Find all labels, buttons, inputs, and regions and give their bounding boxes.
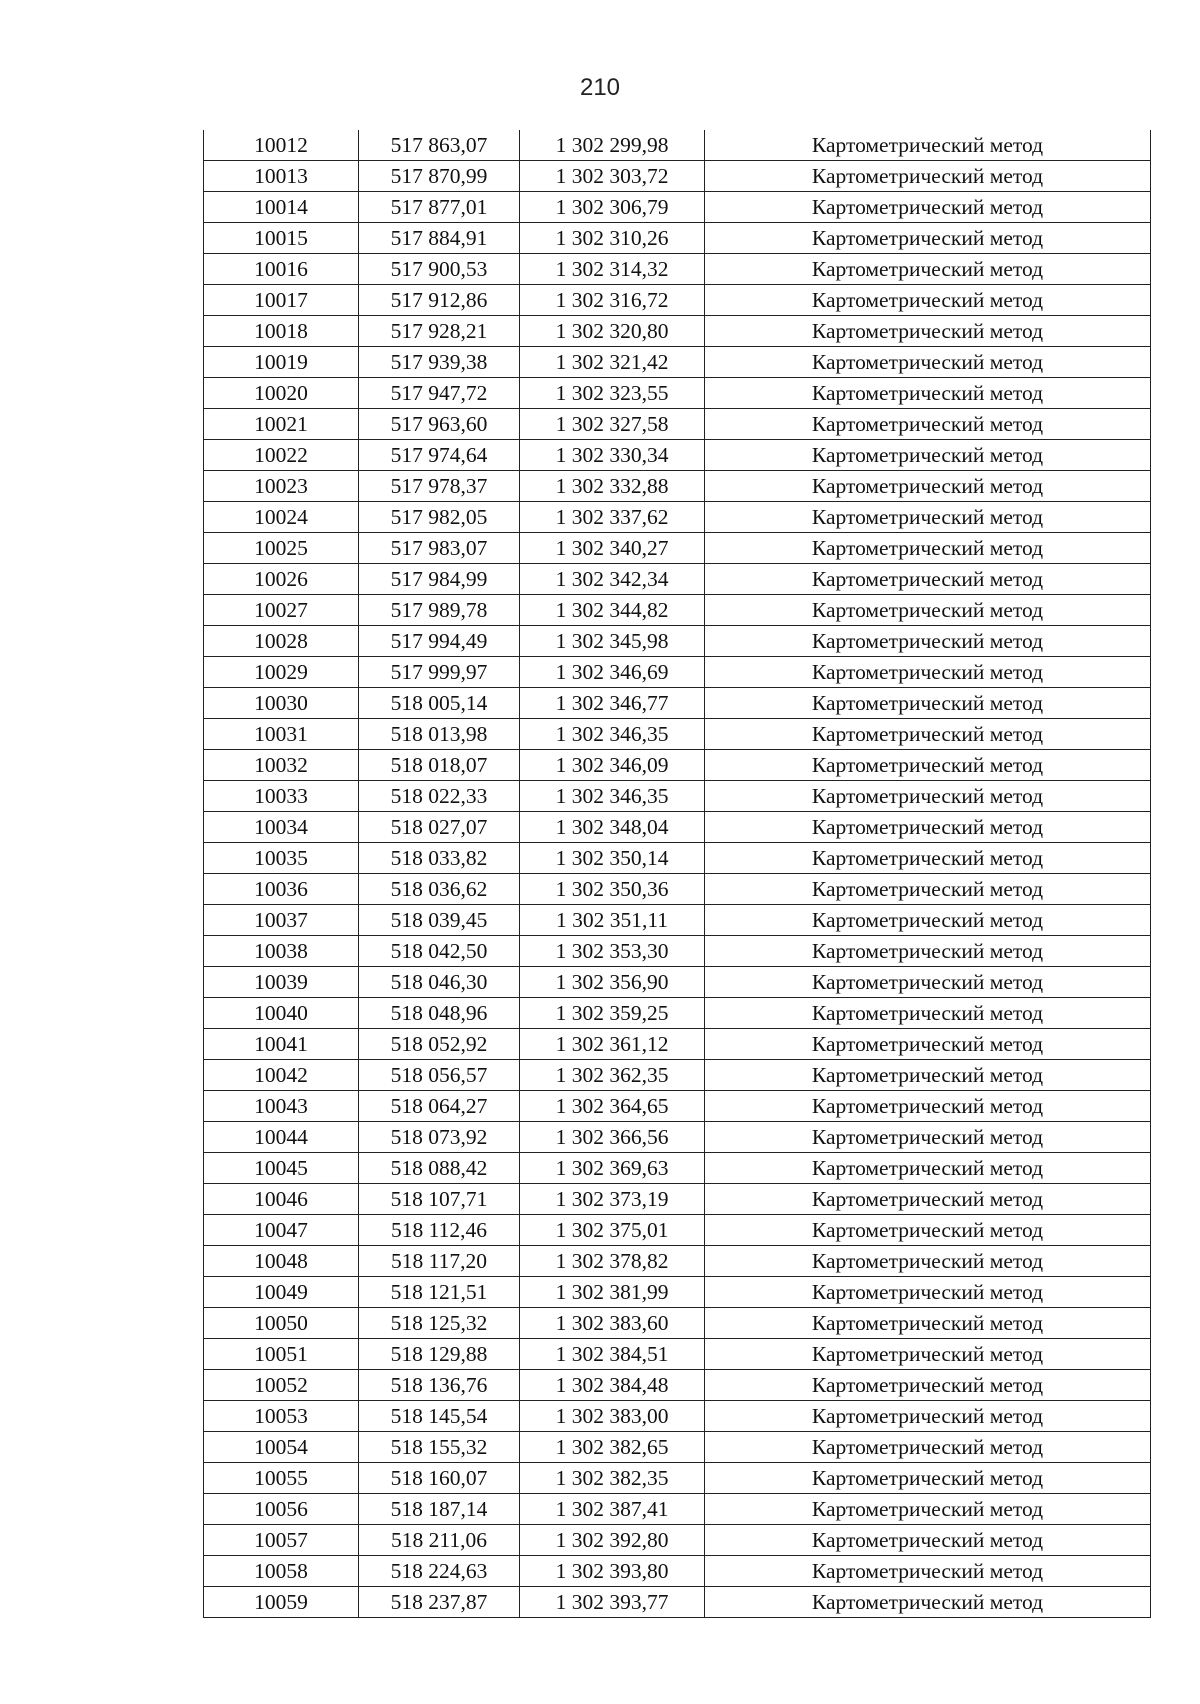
- x-coordinate-cell: 518 052,92: [359, 1029, 520, 1060]
- point-number-cell: 10018: [204, 316, 359, 347]
- table-row: [204, 254, 1151, 285]
- y-coordinate-cell: 1 302 327,58: [520, 409, 705, 440]
- method-cell: Картометрический метод: [705, 936, 1151, 967]
- y-coordinate-cell: 1 302 346,35: [520, 781, 705, 812]
- method-cell: Картометрический метод: [705, 750, 1151, 781]
- point-number-cell: 10022: [204, 440, 359, 471]
- table-row: [204, 1091, 1151, 1122]
- table-row: [204, 161, 1151, 192]
- point-number-cell: 10059: [204, 1587, 359, 1618]
- y-coordinate-cell: 1 302 344,82: [520, 595, 705, 626]
- method-cell: Картометрический метод: [705, 223, 1151, 254]
- y-coordinate-cell: 1 302 340,27: [520, 533, 705, 564]
- y-coordinate-cell: 1 302 303,72: [520, 161, 705, 192]
- y-coordinate-cell: 1 302 316,72: [520, 285, 705, 316]
- x-coordinate-cell: 518 048,96: [359, 998, 520, 1029]
- table-row: [204, 936, 1151, 967]
- point-number-cell: 10019: [204, 347, 359, 378]
- page-number: 210: [579, 74, 621, 101]
- point-number-cell: 10050: [204, 1308, 359, 1339]
- y-coordinate-cell: 1 302 383,60: [520, 1308, 705, 1339]
- y-coordinate-cell: 1 302 382,65: [520, 1432, 705, 1463]
- point-number-cell: 10043: [204, 1091, 359, 1122]
- method-cell: Картометрический метод: [705, 161, 1151, 192]
- x-coordinate-cell: 518 005,14: [359, 688, 520, 719]
- x-coordinate-cell: 518 129,88: [359, 1339, 520, 1370]
- table-row: [204, 378, 1151, 409]
- y-coordinate-cell: 1 302 306,79: [520, 192, 705, 223]
- y-coordinate-cell: 1 302 364,65: [520, 1091, 705, 1122]
- table-row: [204, 998, 1151, 1029]
- x-coordinate-cell: 518 064,27: [359, 1091, 520, 1122]
- point-number-cell: 10023: [204, 471, 359, 502]
- y-coordinate-cell: 1 302 393,77: [520, 1587, 705, 1618]
- method-cell: Картометрический метод: [705, 1122, 1151, 1153]
- x-coordinate-cell: 518 136,76: [359, 1370, 520, 1401]
- y-coordinate-cell: 1 302 350,14: [520, 843, 705, 874]
- y-coordinate-cell: 1 302 346,09: [520, 750, 705, 781]
- x-coordinate-cell: 517 947,72: [359, 378, 520, 409]
- method-cell: Картометрический метод: [705, 533, 1151, 564]
- point-number-cell: 10020: [204, 378, 359, 409]
- y-coordinate-cell: 1 302 321,42: [520, 347, 705, 378]
- y-coordinate-cell: 1 302 310,26: [520, 223, 705, 254]
- x-coordinate-cell: 517 983,07: [359, 533, 520, 564]
- point-number-cell: 10033: [204, 781, 359, 812]
- x-coordinate-cell: 517 870,99: [359, 161, 520, 192]
- table-row: [204, 533, 1151, 564]
- table-row: [204, 316, 1151, 347]
- method-cell: Картометрический метод: [705, 1463, 1151, 1494]
- x-coordinate-cell: 517 978,37: [359, 471, 520, 502]
- method-cell: Картометрический метод: [705, 409, 1151, 440]
- point-number-cell: 10014: [204, 192, 359, 223]
- table-row: [204, 1277, 1151, 1308]
- table-row: [204, 1556, 1151, 1587]
- y-coordinate-cell: 1 302 378,82: [520, 1246, 705, 1277]
- point-number-cell: 10024: [204, 502, 359, 533]
- method-cell: Картометрический метод: [705, 502, 1151, 533]
- point-number-cell: 10027: [204, 595, 359, 626]
- y-coordinate-cell: 1 302 381,99: [520, 1277, 705, 1308]
- method-cell: Картометрический метод: [705, 1525, 1151, 1556]
- method-cell: Картометрический метод: [705, 130, 1151, 161]
- y-coordinate-cell: 1 302 314,32: [520, 254, 705, 285]
- method-cell: Картометрический метод: [705, 1091, 1151, 1122]
- method-cell: Картометрический метод: [705, 1587, 1151, 1618]
- y-coordinate-cell: 1 302 345,98: [520, 626, 705, 657]
- y-coordinate-cell: 1 302 362,35: [520, 1060, 705, 1091]
- point-number-cell: 10058: [204, 1556, 359, 1587]
- method-cell: Картометрический метод: [705, 998, 1151, 1029]
- x-coordinate-cell: 517 884,91: [359, 223, 520, 254]
- table-row: [204, 440, 1151, 471]
- method-cell: Картометрический метод: [705, 564, 1151, 595]
- point-number-cell: 10047: [204, 1215, 359, 1246]
- x-coordinate-cell: 518 027,07: [359, 812, 520, 843]
- method-cell: Картометрический метод: [705, 1184, 1151, 1215]
- x-coordinate-cell: 518 211,06: [359, 1525, 520, 1556]
- point-number-cell: 10034: [204, 812, 359, 843]
- table-row: [204, 347, 1151, 378]
- table-row: [204, 1122, 1151, 1153]
- table-row: [204, 471, 1151, 502]
- point-number-cell: 10055: [204, 1463, 359, 1494]
- x-coordinate-cell: 518 117,20: [359, 1246, 520, 1277]
- y-coordinate-cell: 1 302 359,25: [520, 998, 705, 1029]
- x-coordinate-cell: 518 187,14: [359, 1494, 520, 1525]
- point-number-cell: 10029: [204, 657, 359, 688]
- point-number-cell: 10048: [204, 1246, 359, 1277]
- table-row: [204, 750, 1151, 781]
- y-coordinate-cell: 1 302 382,35: [520, 1463, 705, 1494]
- y-coordinate-cell: 1 302 369,63: [520, 1153, 705, 1184]
- point-number-cell: 10038: [204, 936, 359, 967]
- x-coordinate-cell: 518 224,63: [359, 1556, 520, 1587]
- x-coordinate-cell: 518 056,57: [359, 1060, 520, 1091]
- x-coordinate-cell: 518 155,32: [359, 1432, 520, 1463]
- method-cell: Картометрический метод: [705, 1246, 1151, 1277]
- y-coordinate-cell: 1 302 384,51: [520, 1339, 705, 1370]
- y-coordinate-cell: 1 302 383,00: [520, 1401, 705, 1432]
- table-row: [204, 1432, 1151, 1463]
- point-number-cell: 10049: [204, 1277, 359, 1308]
- method-cell: Картометрический метод: [705, 378, 1151, 409]
- x-coordinate-cell: 518 036,62: [359, 874, 520, 905]
- table-row: [204, 1246, 1151, 1277]
- method-cell: Картометрический метод: [705, 1029, 1151, 1060]
- table-row: [204, 502, 1151, 533]
- table-row: [204, 781, 1151, 812]
- coordinates-table-body: [204, 130, 1151, 1618]
- table-row: [204, 1463, 1151, 1494]
- y-coordinate-cell: 1 302 392,80: [520, 1525, 705, 1556]
- method-cell: Картометрический метод: [705, 812, 1151, 843]
- method-cell: Картометрический метод: [705, 1401, 1151, 1432]
- method-cell: Картометрический метод: [705, 1308, 1151, 1339]
- x-coordinate-cell: 517 863,07: [359, 130, 520, 161]
- point-number-cell: 10031: [204, 719, 359, 750]
- method-cell: Картометрический метод: [705, 440, 1151, 471]
- table-row: [204, 719, 1151, 750]
- point-number-cell: 10054: [204, 1432, 359, 1463]
- point-number-cell: 10028: [204, 626, 359, 657]
- method-cell: Картометрический метод: [705, 843, 1151, 874]
- method-cell: Картометрический метод: [705, 1339, 1151, 1370]
- method-cell: Картометрический метод: [705, 781, 1151, 812]
- table-row: [204, 223, 1151, 254]
- table-row: [204, 1153, 1151, 1184]
- x-coordinate-cell: 518 046,30: [359, 967, 520, 998]
- y-coordinate-cell: 1 302 393,80: [520, 1556, 705, 1587]
- y-coordinate-cell: 1 302 351,11: [520, 905, 705, 936]
- table-row: [204, 1215, 1151, 1246]
- x-coordinate-cell: 518 033,82: [359, 843, 520, 874]
- y-coordinate-cell: 1 302 337,62: [520, 502, 705, 533]
- y-coordinate-cell: 1 302 361,12: [520, 1029, 705, 1060]
- point-number-cell: 10017: [204, 285, 359, 316]
- y-coordinate-cell: 1 302 348,04: [520, 812, 705, 843]
- y-coordinate-cell: 1 302 373,19: [520, 1184, 705, 1215]
- table-row: [204, 967, 1151, 998]
- table-row: [204, 905, 1151, 936]
- table-row: [204, 843, 1151, 874]
- y-coordinate-cell: 1 302 384,48: [520, 1370, 705, 1401]
- table-row: [204, 1184, 1151, 1215]
- method-cell: Картометрический метод: [705, 719, 1151, 750]
- y-coordinate-cell: 1 302 346,77: [520, 688, 705, 719]
- x-coordinate-cell: 517 963,60: [359, 409, 520, 440]
- x-coordinate-cell: 517 984,99: [359, 564, 520, 595]
- point-number-cell: 10042: [204, 1060, 359, 1091]
- method-cell: Картометрический метод: [705, 254, 1151, 285]
- point-number-cell: 10030: [204, 688, 359, 719]
- point-number-cell: 10021: [204, 409, 359, 440]
- x-coordinate-cell: 517 989,78: [359, 595, 520, 626]
- x-coordinate-cell: 518 088,42: [359, 1153, 520, 1184]
- table-row: [204, 812, 1151, 843]
- table-row: [204, 1029, 1151, 1060]
- coordinates-table: [203, 130, 1151, 1618]
- point-number-cell: 10032: [204, 750, 359, 781]
- method-cell: Картометрический метод: [705, 874, 1151, 905]
- method-cell: Картометрический метод: [705, 347, 1151, 378]
- x-coordinate-cell: 517 912,86: [359, 285, 520, 316]
- point-number-cell: 10051: [204, 1339, 359, 1370]
- method-cell: Картометрический метод: [705, 1277, 1151, 1308]
- point-number-cell: 10056: [204, 1494, 359, 1525]
- y-coordinate-cell: 1 302 342,34: [520, 564, 705, 595]
- point-number-cell: 10046: [204, 1184, 359, 1215]
- x-coordinate-cell: 517 900,53: [359, 254, 520, 285]
- table-row: [204, 130, 1151, 161]
- x-coordinate-cell: 518 039,45: [359, 905, 520, 936]
- y-coordinate-cell: 1 302 346,69: [520, 657, 705, 688]
- point-number-cell: 10057: [204, 1525, 359, 1556]
- point-number-cell: 10040: [204, 998, 359, 1029]
- x-coordinate-cell: 518 018,07: [359, 750, 520, 781]
- table-row: [204, 874, 1151, 905]
- point-number-cell: 10037: [204, 905, 359, 936]
- table-row: [204, 1308, 1151, 1339]
- x-coordinate-cell: 518 042,50: [359, 936, 520, 967]
- x-coordinate-cell: 518 073,92: [359, 1122, 520, 1153]
- table-row: [204, 1587, 1151, 1618]
- method-cell: Картометрический метод: [705, 316, 1151, 347]
- y-coordinate-cell: 1 302 346,35: [520, 719, 705, 750]
- y-coordinate-cell: 1 302 323,55: [520, 378, 705, 409]
- table-row: [204, 285, 1151, 316]
- table-row: [204, 1525, 1151, 1556]
- table-row: [204, 595, 1151, 626]
- y-coordinate-cell: 1 302 332,88: [520, 471, 705, 502]
- point-number-cell: 10013: [204, 161, 359, 192]
- x-coordinate-cell: 517 994,49: [359, 626, 520, 657]
- method-cell: Картометрический метод: [705, 285, 1151, 316]
- y-coordinate-cell: 1 302 350,36: [520, 874, 705, 905]
- point-number-cell: 10012: [204, 130, 359, 161]
- x-coordinate-cell: 517 928,21: [359, 316, 520, 347]
- method-cell: Картометрический метод: [705, 471, 1151, 502]
- method-cell: Картометрический метод: [705, 626, 1151, 657]
- point-number-cell: 10016: [204, 254, 359, 285]
- y-coordinate-cell: 1 302 356,90: [520, 967, 705, 998]
- x-coordinate-cell: 518 022,33: [359, 781, 520, 812]
- method-cell: Картометрический метод: [705, 1432, 1151, 1463]
- x-coordinate-cell: 518 107,71: [359, 1184, 520, 1215]
- table-row: [204, 192, 1151, 223]
- point-number-cell: 10015: [204, 223, 359, 254]
- method-cell: Картометрический метод: [705, 1494, 1151, 1525]
- method-cell: Картометрический метод: [705, 595, 1151, 626]
- x-coordinate-cell: 517 974,64: [359, 440, 520, 471]
- y-coordinate-cell: 1 302 366,56: [520, 1122, 705, 1153]
- method-cell: Картометрический метод: [705, 657, 1151, 688]
- table-row: [204, 1060, 1151, 1091]
- x-coordinate-cell: 518 160,07: [359, 1463, 520, 1494]
- table-row: [204, 657, 1151, 688]
- x-coordinate-cell: 517 982,05: [359, 502, 520, 533]
- x-coordinate-cell: 517 877,01: [359, 192, 520, 223]
- x-coordinate-cell: 518 112,46: [359, 1215, 520, 1246]
- y-coordinate-cell: 1 302 299,98: [520, 130, 705, 161]
- x-coordinate-cell: 518 013,98: [359, 719, 520, 750]
- table-row: [204, 409, 1151, 440]
- point-number-cell: 10039: [204, 967, 359, 998]
- point-number-cell: 10053: [204, 1401, 359, 1432]
- point-number-cell: 10044: [204, 1122, 359, 1153]
- x-coordinate-cell: 518 145,54: [359, 1401, 520, 1432]
- table-row: [204, 1370, 1151, 1401]
- method-cell: Картометрический метод: [705, 1556, 1151, 1587]
- point-number-cell: 10052: [204, 1370, 359, 1401]
- table-row: [204, 564, 1151, 595]
- method-cell: Картометрический метод: [705, 192, 1151, 223]
- method-cell: Картометрический метод: [705, 1215, 1151, 1246]
- method-cell: Картометрический метод: [705, 688, 1151, 719]
- x-coordinate-cell: 518 237,87: [359, 1587, 520, 1618]
- table-row: [204, 688, 1151, 719]
- y-coordinate-cell: 1 302 375,01: [520, 1215, 705, 1246]
- y-coordinate-cell: 1 302 330,34: [520, 440, 705, 471]
- point-number-cell: 10035: [204, 843, 359, 874]
- point-number-cell: 10036: [204, 874, 359, 905]
- method-cell: Картометрический метод: [705, 967, 1151, 998]
- table-row: [204, 1401, 1151, 1432]
- table-row: [204, 626, 1151, 657]
- point-number-cell: 10026: [204, 564, 359, 595]
- method-cell: Картометрический метод: [705, 1060, 1151, 1091]
- table-row: [204, 1494, 1151, 1525]
- point-number-cell: 10025: [204, 533, 359, 564]
- x-coordinate-cell: 517 999,97: [359, 657, 520, 688]
- x-coordinate-cell: 517 939,38: [359, 347, 520, 378]
- y-coordinate-cell: 1 302 387,41: [520, 1494, 705, 1525]
- method-cell: Картометрический метод: [705, 1370, 1151, 1401]
- table-row: [204, 1339, 1151, 1370]
- x-coordinate-cell: 518 121,51: [359, 1277, 520, 1308]
- y-coordinate-cell: 1 302 353,30: [520, 936, 705, 967]
- x-coordinate-cell: 518 125,32: [359, 1308, 520, 1339]
- point-number-cell: 10041: [204, 1029, 359, 1060]
- y-coordinate-cell: 1 302 320,80: [520, 316, 705, 347]
- method-cell: Картометрический метод: [705, 905, 1151, 936]
- point-number-cell: 10045: [204, 1153, 359, 1184]
- method-cell: Картометрический метод: [705, 1153, 1151, 1184]
